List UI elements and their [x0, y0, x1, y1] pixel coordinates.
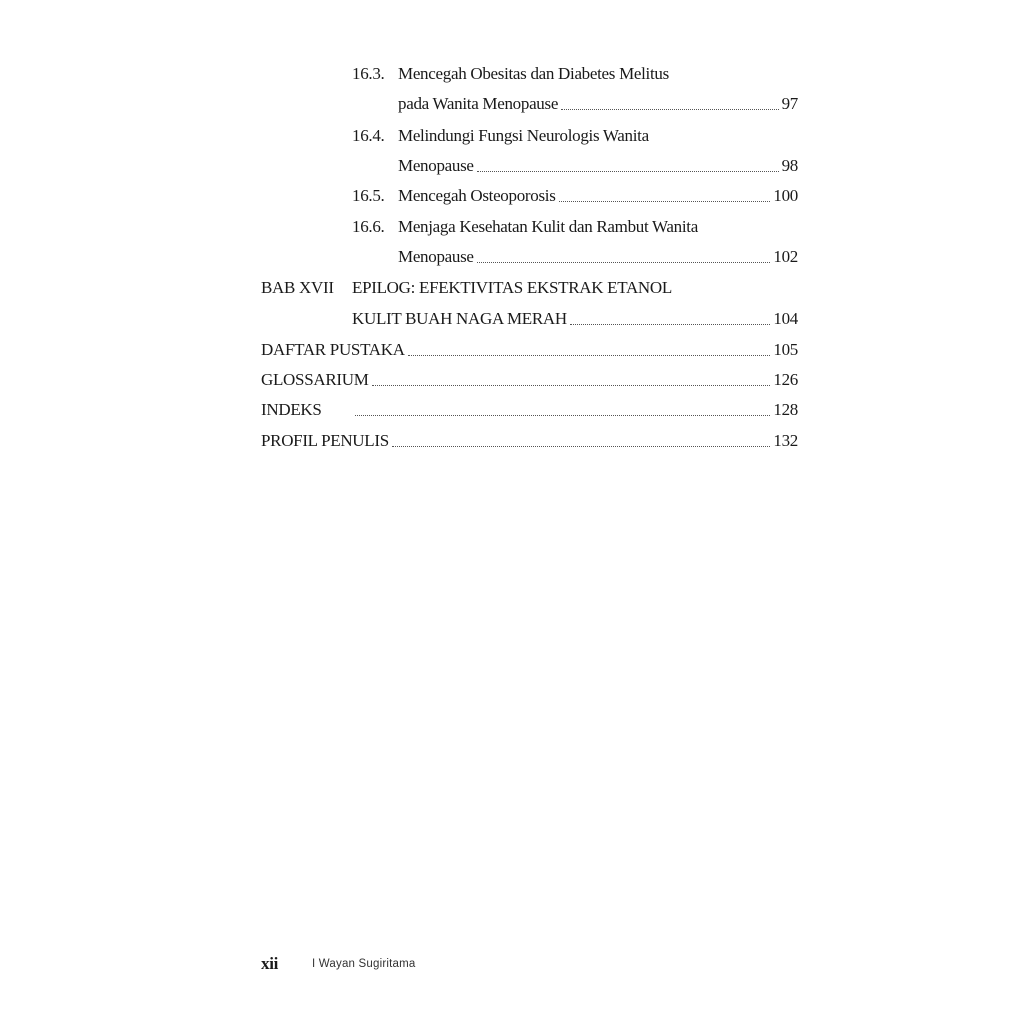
- dot-leader: [561, 108, 779, 110]
- toc-16-6-number: 16.6.: [352, 217, 385, 236]
- toc-entry-profil-penulis: [0, 429, 798, 453]
- toc-bab-17-page: 104: [773, 309, 798, 328]
- toc-16-3-number: 16.3.: [352, 64, 385, 83]
- toc-entry-16-6: [0, 245, 798, 269]
- toc-entry-16-4: [0, 154, 798, 178]
- toc-16-5-title: Mencegah Osteoporosis: [398, 186, 556, 205]
- toc-bab-17-title-line1: EPILOG: EFEKTIVITAS EKSTRAK ETANOL: [352, 278, 672, 297]
- toc-entry-bab-17: [0, 307, 798, 331]
- toc-16-4-title-line1: Melindungi Fungsi Neurologis Wanita: [398, 126, 649, 145]
- dot-leader: [392, 445, 771, 447]
- toc-16-6-title-line1: Menjaga Kesehatan Kulit dan Rambut Wanita: [398, 217, 698, 236]
- toc-glossarium-label: GLOSSARIUM: [261, 370, 369, 389]
- toc-16-4-page: 98: [781, 156, 798, 175]
- toc-bab-17-label: BAB XVII: [261, 278, 334, 297]
- footer-author: I Wayan Sugiritama: [312, 958, 416, 970]
- dot-leader: [408, 354, 771, 356]
- toc-16-6-page: 102: [773, 247, 798, 266]
- dot-leader: [559, 200, 771, 202]
- toc-16-5-number: 16.5.: [352, 186, 385, 205]
- toc-daftar-pustaka-label: DAFTAR PUSTAKA: [261, 340, 405, 359]
- toc-entry-16-5: [0, 184, 798, 208]
- toc-entry-indeks: [0, 398, 798, 422]
- toc-profil-penulis-label: PROFIL PENULIS: [261, 431, 389, 450]
- toc-16-6-title-line2: Menopause: [398, 247, 474, 266]
- dot-leader: [372, 384, 771, 386]
- toc-glossarium-page: 126: [773, 370, 798, 389]
- toc-16-3-page: 97: [781, 94, 798, 113]
- toc-entry-glossarium: [0, 368, 798, 392]
- toc-indeks-page: 128: [773, 400, 798, 419]
- dot-leader: [355, 414, 770, 416]
- dot-leader: [477, 170, 779, 172]
- toc-profil-penulis-page: 132: [773, 431, 798, 450]
- toc-16-4-title-line2: Menopause: [398, 156, 474, 175]
- toc-entry-daftar-pustaka: [0, 338, 798, 362]
- footer-page-number: xii: [261, 954, 279, 973]
- toc-bab-17-title-line2: KULIT BUAH NAGA MERAH: [352, 309, 567, 328]
- toc-16-5-page: 100: [773, 186, 798, 205]
- toc-16-3-title-line1: Mencegah Obesitas dan Diabetes Melitus: [398, 64, 669, 83]
- toc-16-4-number: 16.4.: [352, 126, 385, 145]
- dot-leader: [477, 261, 771, 263]
- toc-16-3-title-line2: pada Wanita Menopause: [398, 94, 559, 113]
- toc-entry-16-3: [0, 92, 798, 116]
- dot-leader: [570, 323, 771, 325]
- toc-indeks-label: INDEKS: [261, 400, 322, 419]
- toc-daftar-pustaka-page: 105: [773, 340, 798, 359]
